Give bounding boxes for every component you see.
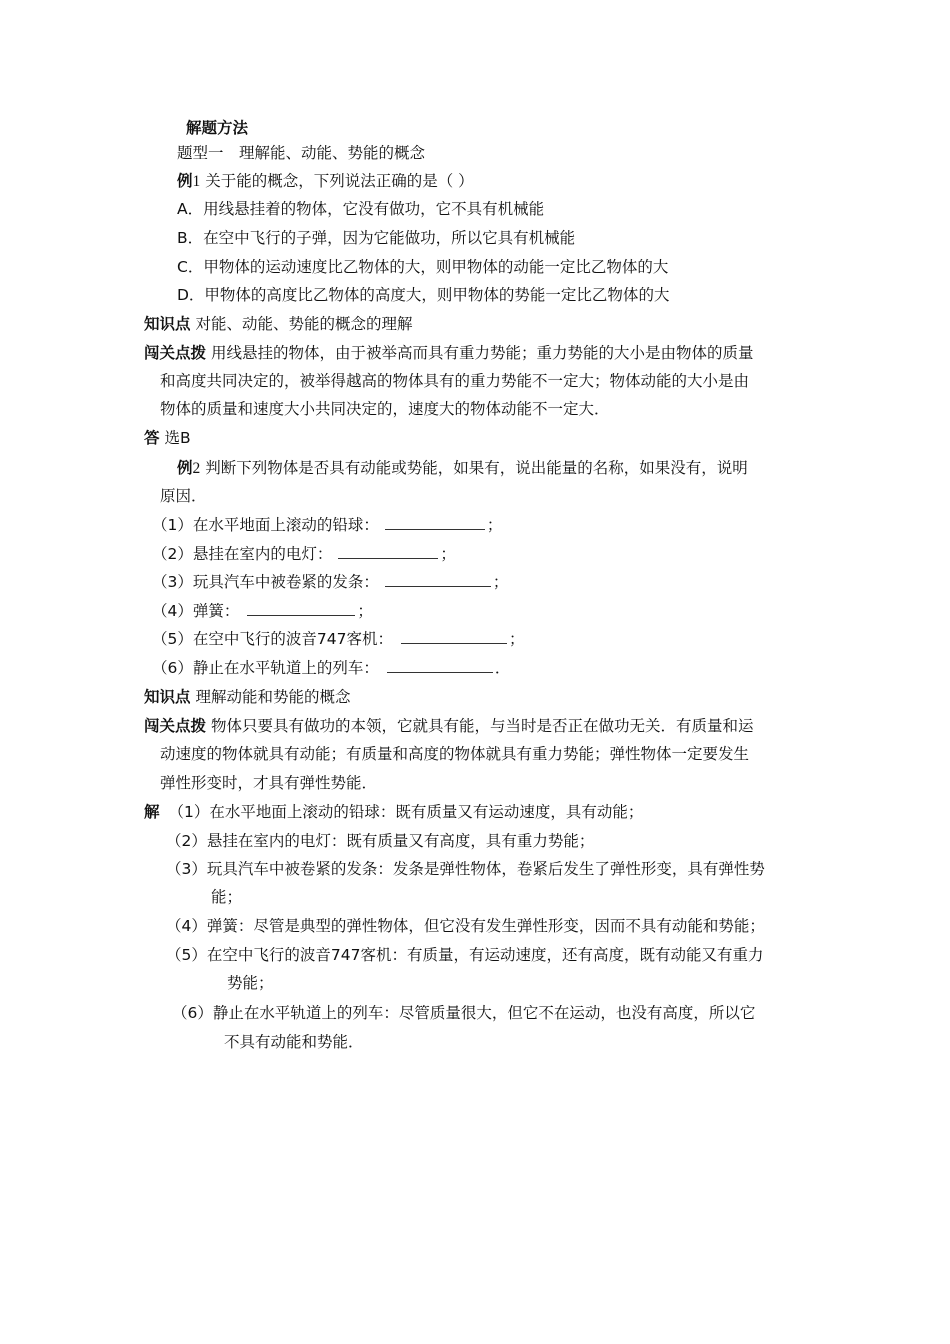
- question-text: 判断下列物体是否具有动能或势能，如果有，说出能量的名称，如果没有，说明: [205, 459, 748, 477]
- example-label: 例: [177, 172, 193, 190]
- hint-text: 用线悬挂的物体，由于被举高而具有重力势能；重力势能的大小是由物体的质量: [210, 344, 754, 362]
- answer-label: 答: [144, 429, 160, 447]
- hint-label: 闯关点拨: [144, 344, 207, 362]
- list-item: （6）静止在水平轨道上的列车： ．: [152, 659, 511, 677]
- option-b: B．在空中飞行的子弹，因为它能做功，所以它具有机械能: [177, 229, 576, 247]
- option-c: C．甲物体的运动速度比乙物体的大，则甲物体的动能一定比乙物体的大: [177, 258, 669, 276]
- list-item: （4）弹簧： ；: [152, 602, 373, 620]
- hint-label: 闯关点拨: [144, 717, 207, 735]
- solution-line: （6）静止在水平轨道上的列车：尽管质量很大，但它不在运动，也没有高度，所以它: [172, 1004, 756, 1022]
- type-heading: 题型一 理解能、动能、势能的概念: [177, 144, 426, 162]
- example-number: 2: [192, 460, 201, 477]
- solution-line: 能；: [211, 888, 243, 906]
- solution-line: （4）弹簧：尽管是典型的弹性物体，但它没有发生弹性形变，因而不具有动能和势能；: [166, 917, 765, 935]
- section-title: 解题方法: [186, 119, 249, 137]
- question-continuation: 原因．: [160, 487, 207, 505]
- answer-blank[interactable]: [247, 601, 355, 616]
- answer-blank[interactable]: [387, 658, 493, 673]
- example1-question: [177, 170, 474, 193]
- example-number: 1: [192, 173, 201, 190]
- knowledge-text: 对能、动能、势能的概念的理解: [195, 315, 413, 333]
- option-d: D．甲物体的高度比乙物体的高度大，则甲物体的势能一定比乙物体的大: [177, 286, 670, 304]
- answer-blank[interactable]: [385, 515, 485, 530]
- hint-line: 和高度共同决定的，被举得越高的物体具有的重力势能不一定大；物体动能的大小是由: [160, 372, 750, 390]
- list-item: （5）在空中飞行的波音747客机： ；: [152, 630, 525, 648]
- list-item: （1）在水平地面上滚动的铅球： ；: [152, 516, 503, 534]
- hint-line: [144, 715, 753, 737]
- example-label: 例: [177, 459, 193, 477]
- knowledge-point: [144, 313, 412, 335]
- solution-line: （2）悬挂在室内的电灯：既有质量又有高度，具有重力势能；: [166, 832, 595, 850]
- knowledge-point: [144, 686, 350, 708]
- hint-line: 物体的质量和速度大小共同决定的，速度大的物体动能不一定大．: [160, 400, 610, 418]
- hint-line: 动速度的物体就具有动能；有质量和高度的物体就具有重力势能；弹性物体一定要发生: [160, 745, 750, 763]
- knowledge-label: 知识点: [144, 688, 191, 706]
- hint-line: 弹性形变时，才具有弹性势能．: [160, 774, 378, 792]
- solution-line: （3）玩具汽车中被卷紧的发条：发条是弹性物体，卷紧后发生了弹性形变，具有弹性势: [166, 860, 765, 878]
- knowledge-label: 知识点: [144, 315, 191, 333]
- solution-line: 不具有动能和势能．: [224, 1033, 364, 1051]
- example2-question: [177, 457, 748, 480]
- answer-text: 选B: [164, 429, 191, 447]
- knowledge-text: 理解动能和势能的概念: [195, 688, 351, 706]
- answer-blank[interactable]: [385, 572, 491, 587]
- answer-blank[interactable]: [401, 629, 507, 644]
- hint-text: 物体只要具有做功的本领，它就具有能，与当时是否正在做功无关．有质量和运: [210, 717, 754, 735]
- answer-blank[interactable]: [338, 544, 438, 559]
- solution-line: 势能；: [227, 974, 274, 992]
- solution-line: 解 （1）在水平地面上滚动的铅球：既有质量又有运动速度，具有动能；: [144, 803, 644, 821]
- solution-line: （5）在空中飞行的波音747客机：有质量，有运动速度，还有高度，既有动能又有重力: [166, 946, 764, 964]
- solution-label: 解: [144, 803, 160, 821]
- option-a: A．用线悬挂着的物体，它没有做功，它不具有机械能: [177, 200, 545, 218]
- hint-line: [144, 342, 753, 364]
- answer: [144, 427, 191, 449]
- list-item: （3）玩具汽车中被卷紧的发条： ；: [152, 573, 509, 591]
- question-text: 关于能的概念，下列说法正确的是（ ）: [205, 172, 474, 190]
- list-item: （2）悬挂在室内的电灯： ；: [152, 545, 456, 563]
